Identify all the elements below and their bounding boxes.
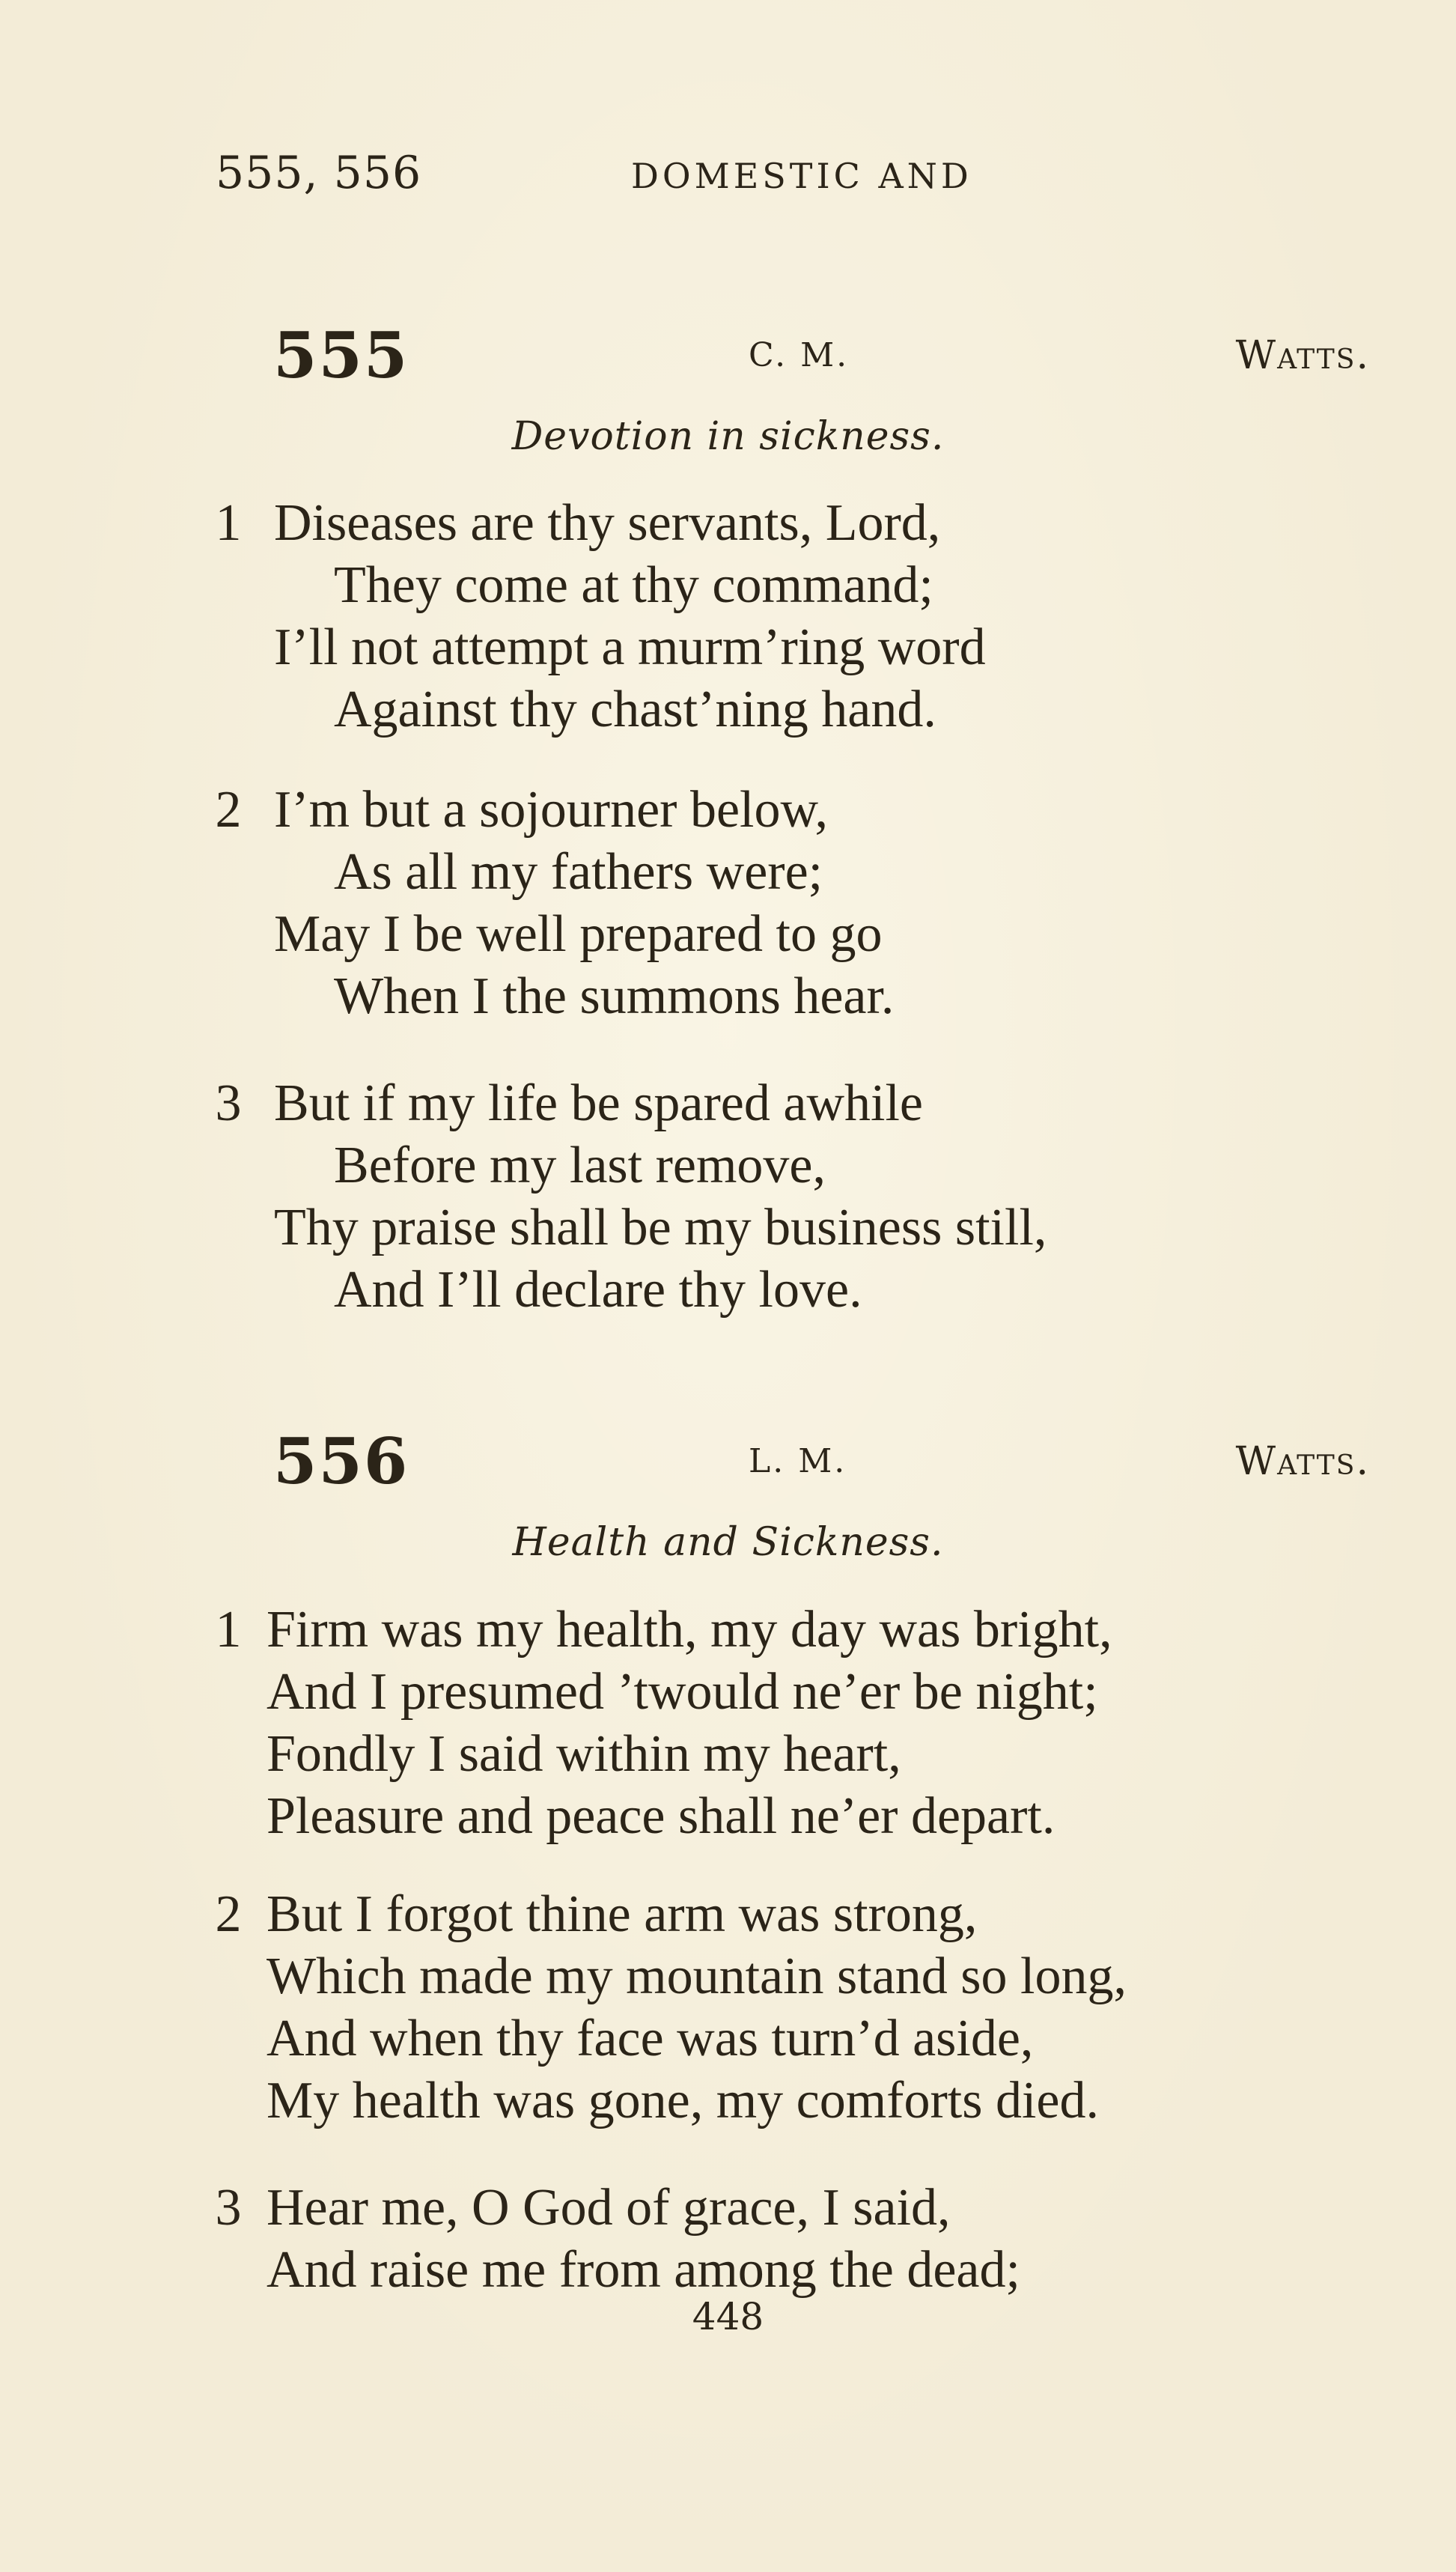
- verse-line: And raise me from among the dead;: [266, 2241, 1020, 2299]
- verse: [0, 2177, 1456, 2301]
- verse-line: I’ll not attempt a murm’ring word: [274, 618, 986, 676]
- verse-number: 3: [215, 1074, 242, 1132]
- hymn-heading: [0, 318, 1456, 392]
- verse-number: 1: [215, 494, 242, 552]
- hymn-subtitle: Devotion in sickness.: [511, 414, 945, 459]
- verse-line: Thy praise shall be my business still,: [274, 1199, 1047, 1256]
- verse-number: 3: [215, 2179, 242, 2237]
- verse-line: And when thy face was turn’d aside,: [266, 2010, 1034, 2067]
- verse: [0, 492, 1456, 741]
- verse-line: Before my last remove,: [334, 1137, 826, 1194]
- verse-line: But if my life be spared awhile: [274, 1074, 923, 1132]
- verse-line: And I’ll declare thy love.: [334, 1261, 862, 1319]
- hymn-number: 555: [273, 318, 409, 392]
- verse-line: Fondly I said within my heart,: [266, 1725, 901, 1783]
- verse-line: And I presumed ’twould ne’er be night;: [266, 1663, 1098, 1721]
- verse-line: My health was gone, my comforts died.: [266, 2072, 1100, 2129]
- hymn-heading: [0, 1424, 1456, 1498]
- hymn-meter: L. M.: [749, 1442, 847, 1480]
- hymn-meter: C. M.: [749, 336, 850, 374]
- page-number: 448: [692, 2295, 764, 2338]
- verse-line: When I the summons hear.: [334, 967, 895, 1025]
- verse-line: Against thy chast’ning hand.: [334, 681, 936, 738]
- verse: [0, 1883, 1456, 2132]
- page-hymn-range: 555, 556: [216, 147, 422, 199]
- hymn-author: Watts.: [1235, 333, 1370, 378]
- verse-line: They come at thy command;: [334, 556, 933, 614]
- page-header: [216, 147, 972, 199]
- verse: [0, 779, 1456, 1027]
- verse-line: As all my fathers were;: [334, 843, 823, 901]
- hymn-author: Watts.: [1235, 1439, 1370, 1484]
- verse: [0, 1072, 1456, 1321]
- verse-line: Pleasure and peace shall ne’er depart.: [266, 1787, 1056, 1845]
- verse-line: Hear me, O God of grace, I said,: [266, 2179, 951, 2237]
- verse-line: May I be well prepared to go: [274, 905, 883, 963]
- verse-line: I’m but a sojourner below,: [274, 781, 828, 839]
- hymn-subtitle: Health and Sickness.: [512, 1520, 944, 1565]
- verse-number: 2: [215, 1885, 242, 1943]
- verse-number: 2: [215, 781, 242, 839]
- verse-number: 1: [215, 1601, 242, 1659]
- verse: [0, 1599, 1456, 1847]
- verse-line: Firm was my health, my day was bright,: [266, 1601, 1112, 1659]
- verse-line: Diseases are thy servants, Lord,: [274, 494, 941, 552]
- hymn-number: 556: [273, 1424, 409, 1498]
- verse-line: Which made my mountain stand so long,: [266, 1948, 1127, 2005]
- verse-line: But I forgot thine arm was strong,: [266, 1885, 978, 1943]
- running-title: DOMESTIC AND: [631, 156, 972, 196]
